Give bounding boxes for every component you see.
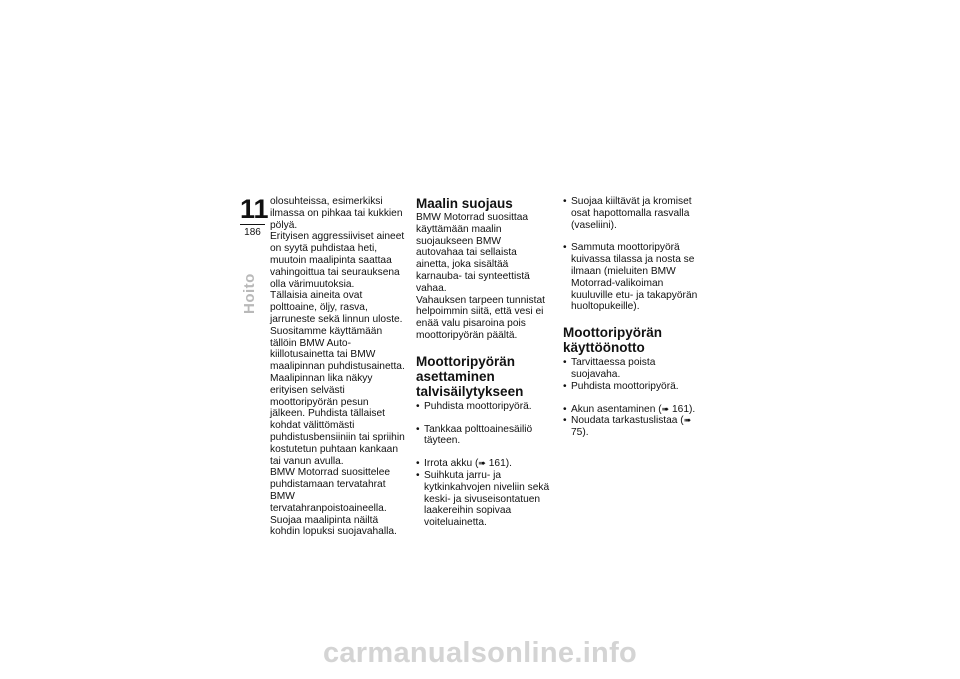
list-item-text: ).	[689, 403, 696, 415]
watermark-link[interactable]: carmanualsonline.info	[322, 637, 638, 669]
list-item-text: Noudata tarkastuslistaa (	[571, 415, 684, 427]
page-reference-link[interactable]: 75	[571, 427, 583, 439]
paragraph: Erityisen aggressiiviset aineet on syytä puhdistaa heti, muutoin maalipinta saattaa vahingoittua tai seurauksena olla värimuutoksia.	[270, 231, 405, 290]
list-item: • Tankkaa polttoainesäiliö täyteen.	[416, 424, 551, 448]
page-reference-link[interactable]: 161	[488, 458, 506, 470]
column-middle	[416, 196, 551, 529]
bullet-list	[563, 357, 700, 439]
list-item: • Tarvittaessa poista suojavaha.	[563, 357, 700, 381]
page-reference-arrow-icon: ➠	[661, 403, 670, 414]
list-item: • Puhdista moottoripyörä.	[563, 381, 700, 393]
section-heading-recommissioning: Moottoripyörän käyttöönotto	[563, 325, 662, 356]
column-right	[563, 196, 700, 439]
list-item: • Sammuta moottoripyörä kuivassa tilassa ja nosta se ilmaan (mieluiten BMW Motorrad-valikoiman kuuluville etu- ja takapyörän huoltopukeille).	[563, 242, 700, 313]
bullet-list	[563, 196, 700, 313]
list-item-text: ).	[582, 427, 589, 439]
page-reference-link[interactable]: 161	[672, 403, 689, 415]
bullet-list	[416, 401, 551, 529]
page-reference-arrow-icon: ➠	[478, 458, 486, 469]
list-item	[416, 458, 551, 470]
page-reference-arrow-icon: ➠	[683, 415, 692, 426]
chapter-side-label: Hoito	[241, 273, 258, 314]
list-item-text: Irrota akku (	[424, 458, 479, 470]
section-heading-paint-protection: Maalin suojaus	[416, 196, 513, 211]
list-item: • Suojaa kiiltävät ja kromiset osat hapottomalla rasvalla (vaseliini).	[563, 196, 700, 231]
paragraph: Vahauksen tarpeen tunnistat helpoimmin siitä, että vesi ei enää valu pisaroina pois moottoripyörän päältä.	[416, 294, 545, 341]
chapter-divider	[240, 224, 265, 225]
paragraph: Tällaisia aineita ovat polttoaine, öljy, rasva, jarruneste sekä linnun uloste. Suositamme käyttämään tällöin BMW Auto-kiillotusainetta tai BMW maalipinnan puhdistusainetta.	[270, 290, 405, 373]
section-heading-winter-storage: Moottoripyörän asettaminen talvisäilytykseen	[416, 353, 524, 399]
paragraph: Maalipinnan lika näkyy erityisen selvästi moottoripyörän pesun jälkeen. Puhdista tällaiset kohdat välittömästi puhdistusbensiiniin tai spriihin kostutetun puhtaan kankaan tai vanun avulla.	[270, 372, 405, 467]
paragraph: BMW Motorrad suosittelee puhdistamaan tervatahrat BMW tervatahranpoistoaineella. Suojaa maalipinta näiltä kohdin lopuksi suojavahalla.	[270, 467, 397, 538]
paragraph: BMW Motorrad suosittaa käyttämään maalin suojaukseen BMW autovahaa tai sellaista ainetta, joka sisältää karnauba- tai synteettistä vahaa.	[416, 212, 530, 294]
page-number: 186	[244, 227, 261, 238]
list-item-text: Akun asentaminen (	[571, 403, 662, 415]
column-left	[270, 196, 405, 538]
list-item: • Suihkuta jarru- ja kytkinkahvojen niveliin sekä keski- ja sivuseisontatuen laakereihin sopivaa voiteluainetta.	[416, 470, 551, 529]
list-item	[563, 415, 700, 439]
paragraph: olosuhteissa, esimerkiksi ilmassa on pihkaa tai kukkien pölyä.	[270, 196, 403, 231]
chapter-number: 11	[240, 194, 269, 224]
list-item	[563, 404, 700, 416]
list-item: • Puhdista moottoripyörä.	[416, 401, 551, 413]
list-item-text: ).	[505, 458, 512, 470]
